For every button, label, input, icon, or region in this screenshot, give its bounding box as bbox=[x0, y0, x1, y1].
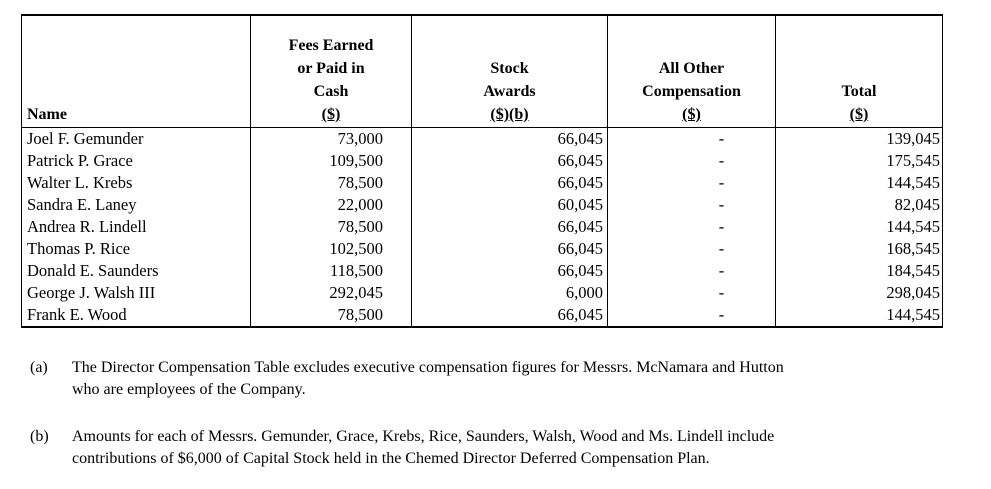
footnote-text bbox=[72, 426, 902, 470]
cell-total: 144,545 bbox=[776, 216, 943, 238]
footnote-marker: (a) bbox=[30, 359, 48, 376]
cell-fees: 22,000 bbox=[251, 194, 412, 216]
cell-total: 184,545 bbox=[776, 260, 943, 282]
cell-name: George J. Walsh III bbox=[22, 282, 251, 304]
cell-stock: 66,045 bbox=[412, 172, 608, 194]
cell-name: Andrea R. Lindell bbox=[22, 216, 251, 238]
header-stock bbox=[412, 15, 608, 128]
cell-fees: 118,500 bbox=[251, 260, 412, 282]
footnote-text bbox=[72, 357, 902, 401]
header-total bbox=[776, 15, 943, 128]
header-fees bbox=[251, 15, 412, 128]
cell-stock: 66,045 bbox=[412, 128, 608, 151]
cell-other: - bbox=[608, 238, 776, 260]
cell-other: - bbox=[608, 260, 776, 282]
header-name-label: Name bbox=[27, 106, 67, 123]
cell-name: Joel F. Gemunder bbox=[22, 128, 251, 151]
director-compensation-table bbox=[21, 14, 943, 328]
table-row bbox=[22, 172, 943, 194]
cell-stock: 66,045 bbox=[412, 260, 608, 282]
cell-stock: 6,000 bbox=[412, 282, 608, 304]
cell-stock: 66,045 bbox=[412, 216, 608, 238]
header-fees-line3: Cash bbox=[313, 83, 349, 100]
header-name bbox=[22, 15, 251, 128]
table-row bbox=[22, 260, 943, 282]
cell-stock: 66,045 bbox=[412, 238, 608, 260]
cell-total: 144,545 bbox=[776, 304, 943, 327]
cell-total: 298,045 bbox=[776, 282, 943, 304]
footnote-marker: (b) bbox=[30, 428, 49, 445]
header-fees-line2: or Paid in bbox=[297, 60, 365, 77]
header-other-unit: ($) bbox=[682, 106, 701, 123]
table-row bbox=[22, 238, 943, 260]
cell-name: Donald E. Saunders bbox=[22, 260, 251, 282]
footnote-line: who are employees of the Company. bbox=[72, 381, 306, 398]
cell-name: Patrick P. Grace bbox=[22, 150, 251, 172]
table-row bbox=[22, 194, 943, 216]
table-row bbox=[22, 150, 943, 172]
cell-fees: 73,000 bbox=[251, 128, 412, 151]
cell-name: Frank E. Wood bbox=[22, 304, 251, 327]
cell-fees: 78,500 bbox=[251, 304, 412, 327]
table-row bbox=[22, 304, 943, 327]
cell-fees: 292,045 bbox=[251, 282, 412, 304]
cell-fees: 102,500 bbox=[251, 238, 412, 260]
footnote-line: Amounts for each of Messrs. Gemunder, Grace, Krebs, Rice, Saunders, Walsh, Wood and Ms. Lindell include bbox=[72, 428, 775, 445]
header-stock-unit: ($)(b) bbox=[490, 106, 529, 123]
cell-name: Walter L. Krebs bbox=[22, 172, 251, 194]
cell-total: 139,045 bbox=[776, 128, 943, 151]
footnote-line: contributions of $6,000 of Capital Stock held in the Chemed Director Deferred Compensation Plan. bbox=[72, 450, 710, 467]
header-other-line1: All Other bbox=[658, 60, 725, 77]
footnote-line: The Director Compensation Table excludes executive compensation figures for Messrs. McNamara and Hutton bbox=[72, 359, 784, 376]
cell-name: Thomas P. Rice bbox=[22, 238, 251, 260]
cell-other: - bbox=[608, 194, 776, 216]
table-row bbox=[22, 282, 943, 304]
header-total-line1: Total bbox=[841, 83, 877, 100]
cell-other: - bbox=[608, 216, 776, 238]
header-other-line2: Compensation bbox=[642, 83, 741, 100]
header-fees-unit: ($) bbox=[321, 106, 341, 123]
cell-total: 82,045 bbox=[776, 194, 943, 216]
header-other bbox=[608, 15, 776, 128]
cell-total: 144,545 bbox=[776, 172, 943, 194]
cell-total: 175,545 bbox=[776, 150, 943, 172]
table-row bbox=[22, 216, 943, 238]
cell-fees: 109,500 bbox=[251, 150, 412, 172]
header-row bbox=[22, 15, 943, 128]
header-total-unit: ($) bbox=[849, 106, 869, 123]
cell-fees: 78,500 bbox=[251, 172, 412, 194]
header-stock-line1: Stock bbox=[490, 60, 529, 77]
cell-other: - bbox=[608, 282, 776, 304]
cell-other: - bbox=[608, 172, 776, 194]
cell-stock: 66,045 bbox=[412, 304, 608, 327]
cell-other: - bbox=[608, 304, 776, 327]
cell-fees: 78,500 bbox=[251, 216, 412, 238]
header-stock-line2: Awards bbox=[483, 83, 536, 100]
header-fees-line1: Fees Earned bbox=[288, 37, 374, 54]
cell-name: Sandra E. Laney bbox=[22, 194, 251, 216]
cell-other: - bbox=[608, 150, 776, 172]
cell-stock: 66,045 bbox=[412, 150, 608, 172]
cell-total: 168,545 bbox=[776, 238, 943, 260]
cell-other: - bbox=[608, 128, 776, 151]
table-row bbox=[22, 128, 943, 151]
cell-stock: 60,045 bbox=[412, 194, 608, 216]
